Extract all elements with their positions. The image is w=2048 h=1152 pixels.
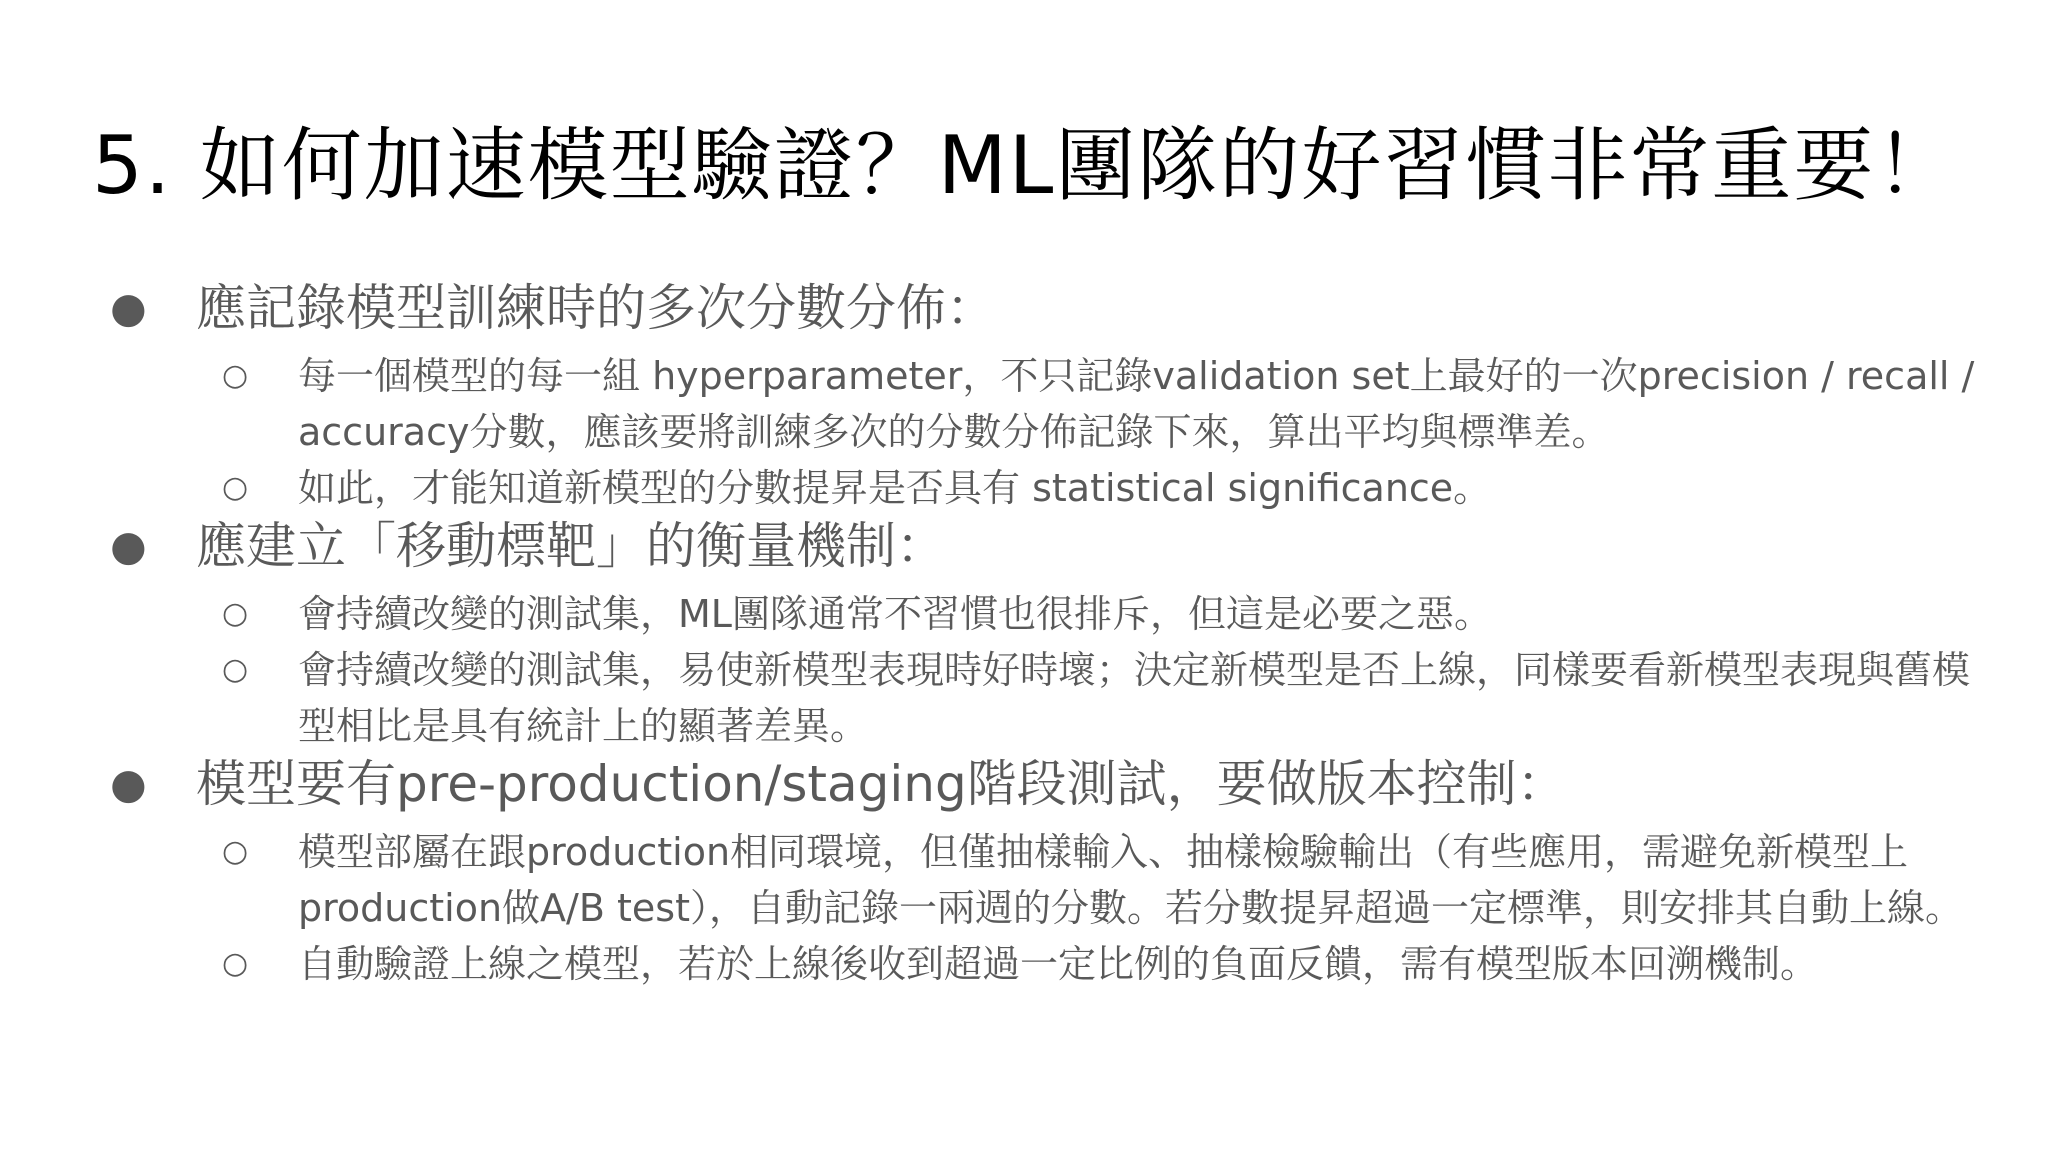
bullet-text: 會持續改變的測試集，ML團隊通常不習慣也很排斥，但這是必要之惡。 (298, 592, 1492, 636)
slide-title: 5. 如何加速模型驗證？ML團隊的好習慣非常重要！ (92, 119, 1958, 212)
hollow-circle-bullet-icon: ○ (222, 358, 249, 393)
bullet-item-level1 (0, 754, 2048, 814)
bullet-text: 模型部屬在跟production相同環境，但僅抽樣輸入、抽樣檢驗輸出（有些應用，需避免新模型上production做A/B test），自動記錄一兩週的分數。若分數提昇超過一定標準，則安排其自動上線。 (298, 830, 1963, 930)
bullet-item-level2 (0, 936, 2048, 992)
bullet-item-level2 (0, 348, 2048, 460)
hollow-circle-bullet-icon: ○ (222, 946, 249, 981)
bullet-item-level2 (0, 586, 2048, 642)
hollow-circle-bullet-icon: ○ (222, 834, 249, 869)
bullet-heading: 應記錄模型訓練時的多次分數分佈： (196, 279, 996, 337)
hollow-circle-bullet-icon: ○ (222, 470, 249, 505)
bullet-text: 自動驗證上線之模型，若於上線後收到超過一定比例的負面反饋，需有模型版本回溯機制。 (298, 942, 1819, 986)
filled-circle-bullet-icon: ● (110, 759, 147, 808)
slide-body (0, 278, 2048, 992)
bullet-heading: 應建立「移動標靶」的衡量機制： (196, 517, 946, 575)
bullet-item-level2 (0, 642, 2048, 754)
filled-circle-bullet-icon: ● (110, 521, 147, 570)
bullet-item-level1 (0, 278, 2048, 338)
hollow-circle-bullet-icon: ○ (222, 652, 249, 687)
bullet-item-level1 (0, 516, 2048, 576)
bullet-text: 會持續改變的測試集，易使新模型表現時好時壞；決定新模型是否上線，同樣要看新模型表現與舊模型相比是具有統計上的顯著差異。 (298, 648, 1971, 748)
bullet-text: 每一個模型的每一組 hyperparameter，不只記錄validation set上最好的一次precision / recall / accuracy分數，應該要將訓練多次的分數分佈記錄下來，算出平均與標準差。 (298, 354, 1975, 454)
filled-circle-bullet-icon: ● (110, 283, 147, 332)
bullet-item-level2 (0, 824, 2048, 936)
hollow-circle-bullet-icon: ○ (222, 596, 249, 631)
bullet-text: 如此，才能知道新模型的分數提昇是否具有 statistical significance。 (298, 466, 1492, 510)
bullet-heading: 模型要有pre-production/staging階段測試，要做版本控制： (196, 755, 1567, 813)
bullet-item-level2 (0, 460, 2048, 516)
